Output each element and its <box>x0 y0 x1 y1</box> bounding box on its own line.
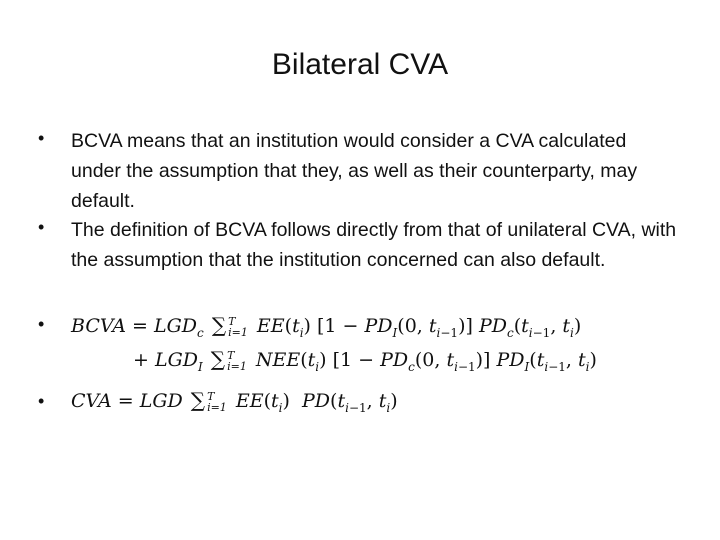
bullet-marker: • <box>38 391 45 411</box>
bcva-formula-line-2: + $LGD_I$ ∑ T i=1 $NEE(t_i) [1 - PD_c(0$, $t_{i-1}$)] $PD_I(t_{i-1}$, $t_i$) <box>133 347 597 374</box>
bullet-marker: • <box>38 128 45 148</box>
bullet-marker: • <box>38 314 45 334</box>
bullet-text-2: The definition of BCVA follows directly from that of unilateral CVA, with the assumption that the institution concerned can also default. <box>71 219 677 271</box>
slide-title: Bilateral CVA <box>271 48 449 81</box>
cva-formula: CVA = LGD ∑ T i=1 $EE(t_i)$ $PD(t_{i-1}$, $t_i$) <box>71 388 398 415</box>
bullet-marker: • <box>38 217 45 237</box>
bullet-text-1: BCVA means that an institution would consider a CVA calculated under the assumption that they, as well as their counterparty, may default. <box>71 130 638 212</box>
bcva-formula-line-1: BCVA = $LGD_c$ ∑ T i=1 $EE(t_i) [1 - PD_I(0$, $t_{i-1}$)] $PD_c(t_{i-1}$, $t_i$) <box>71 313 582 340</box>
